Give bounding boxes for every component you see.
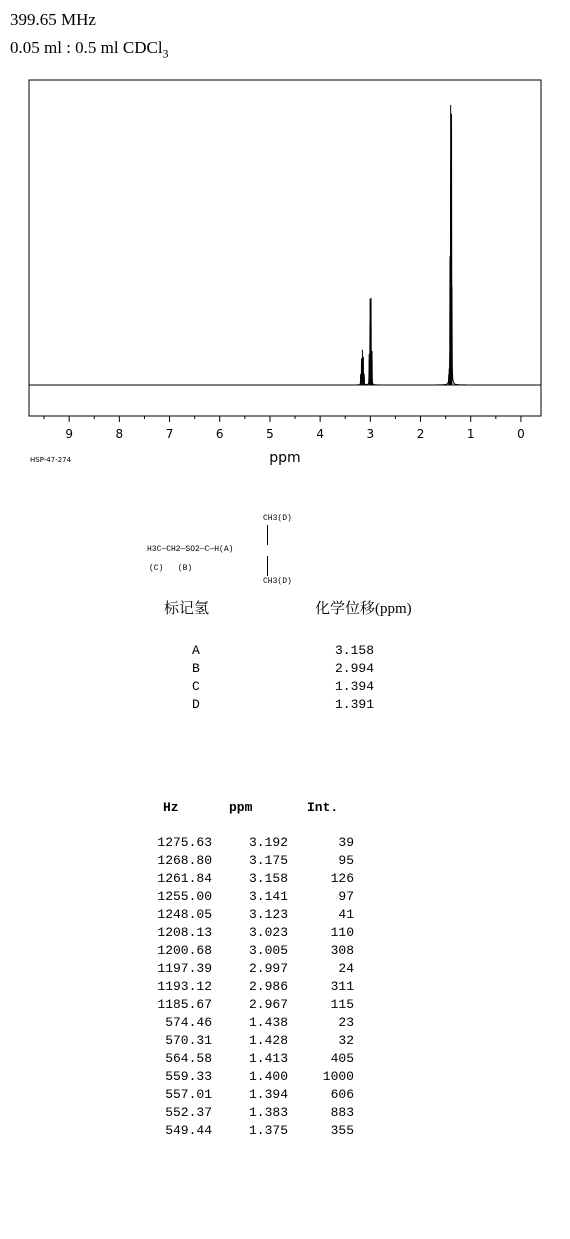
assignment-label: A — [192, 643, 200, 658]
assignment-shift: 3.158 — [334, 643, 374, 658]
peak-int: 355 — [330, 1123, 354, 1138]
peak-hz: 570.31 — [165, 1033, 212, 1048]
peak-ppm: 3.158 — [248, 871, 288, 886]
peak-hz: 552.37 — [165, 1105, 212, 1120]
x-tick-label: 9 — [65, 427, 73, 441]
peak-int: 126 — [330, 871, 354, 886]
peak-lines — [361, 105, 452, 385]
peak-int: 311 — [330, 979, 354, 994]
x-tick-label: 4 — [316, 427, 324, 441]
x-tick-label: 6 — [215, 427, 224, 441]
peak-hz: 1248.05 — [157, 907, 212, 922]
peak-ppm: 3.023 — [248, 925, 288, 940]
peak-table-row — [130, 1123, 360, 1141]
peak-table-row — [130, 907, 360, 925]
peak-table-row — [130, 1087, 360, 1105]
peak-int: 405 — [330, 1051, 354, 1066]
assignment-label: B — [192, 661, 200, 676]
peak-hz: 564.58 — [165, 1051, 212, 1066]
nmr-spectrum-chart — [0, 0, 570, 450]
peak-ppm: 3.175 — [248, 853, 288, 868]
peak-ppm: 1.383 — [248, 1105, 288, 1120]
peak-table-row — [130, 1069, 360, 1087]
peak-table-row — [130, 961, 360, 979]
assignment-label-header: 标记氢 — [164, 601, 210, 617]
assignment-shift: 1.391 — [334, 697, 374, 712]
bottom-methyl-group: CH3(D) — [263, 577, 292, 586]
peak-ppm: 3.141 — [248, 889, 288, 904]
peak-hz: 557.01 — [165, 1087, 212, 1102]
x-tick-label: 5 — [266, 427, 274, 441]
bond-vertical-top — [267, 525, 268, 545]
peak-hz: 1255.00 — [157, 889, 212, 904]
peak-ppm: 3.123 — [248, 907, 288, 922]
solvent-text: 0.05 ml : 0.5 ml CDCl — [10, 38, 163, 57]
x-tick-label: 7 — [165, 427, 174, 441]
assignment-shift: 2.994 — [334, 661, 374, 676]
peak-ppm: 1.413 — [248, 1051, 288, 1066]
top-methyl-group: CH3(D) — [263, 514, 292, 523]
peak-int: 883 — [330, 1105, 354, 1120]
peak-int: 24 — [338, 961, 354, 976]
peak-table-row — [130, 871, 360, 889]
peak-int: 23 — [338, 1015, 354, 1030]
peak-table-row — [130, 979, 360, 997]
solvent-subscript: 3 — [162, 46, 169, 61]
peak-hz: 1197.39 — [157, 961, 212, 976]
assignment-label: D — [192, 697, 200, 712]
peak-hz: 1193.12 — [157, 979, 212, 994]
peak-hz: 1275.63 — [157, 835, 212, 850]
peak-int: 95 — [338, 853, 354, 868]
peak-ppm: 1.438 — [248, 1015, 288, 1030]
spectrum-id: HSP-47-274 — [30, 456, 72, 464]
x-tick-label: 8 — [115, 427, 124, 441]
x-tick-label: 0 — [517, 427, 525, 441]
x-tick-label: 1 — [466, 427, 475, 441]
peak-hz: 1200.68 — [157, 943, 212, 958]
peak-table-row — [130, 1033, 360, 1051]
peak-int: 308 — [330, 943, 354, 958]
peak-ppm: 2.967 — [248, 997, 288, 1012]
peak-int: 1000 — [322, 1069, 354, 1084]
peak-ppm: 1.400 — [248, 1069, 288, 1084]
peak-table-row — [130, 835, 360, 853]
peak-table-row — [130, 997, 360, 1015]
peak-ppm: 2.986 — [248, 979, 288, 994]
peak-hz: 559.33 — [165, 1069, 212, 1084]
peak-hz: 574.46 — [165, 1015, 212, 1030]
peak-ppm: 3.005 — [248, 943, 288, 958]
x-axis-label: ppm — [269, 450, 301, 466]
peak-ppm: 2.997 — [248, 961, 288, 976]
peak-table-row — [130, 943, 360, 961]
peak-hz: 1208.13 — [157, 925, 212, 940]
peak-int: 41 — [338, 907, 354, 922]
bond-vertical-bottom — [267, 556, 268, 576]
group-labels: (C) (B) — [149, 564, 193, 573]
spectrometer-frequency: 399.65 MHz — [10, 10, 96, 29]
peak-int: 115 — [330, 997, 354, 1012]
plot-frame — [29, 80, 541, 416]
peak-table-row — [130, 1105, 360, 1123]
peak-table-row — [130, 889, 360, 907]
peak-table-row — [130, 1051, 360, 1069]
peak-table-row — [130, 925, 360, 943]
assignment-label: C — [192, 679, 200, 694]
x-tick-label: 3 — [366, 427, 375, 441]
peak-hz: 1268.80 — [157, 853, 212, 868]
x-tick-label: 2 — [416, 427, 425, 441]
spectrum-trace — [29, 114, 541, 385]
x-axis-ticks — [44, 416, 525, 441]
peak-hz: 1261.84 — [157, 871, 212, 886]
peak-table-header-hz: Hz — [163, 800, 179, 815]
peak-ppm: 1.375 — [248, 1123, 288, 1138]
peak-ppm: 3.192 — [248, 835, 288, 850]
assignment-shift: 1.394 — [334, 679, 374, 694]
main-chain: H3C—CH2—SO2—C—H(A) — [147, 545, 234, 554]
peak-int: 110 — [330, 925, 354, 940]
assignment-shift-header: 化学位移(ppm) — [315, 601, 412, 617]
peak-table-row — [130, 853, 360, 871]
peak-table-header-int: Int. — [307, 800, 339, 815]
peak-ppm: 1.394 — [248, 1087, 288, 1102]
peak-int: 32 — [338, 1033, 354, 1048]
peak-hz: 549.44 — [165, 1123, 212, 1138]
peak-table-header-ppm: ppm — [229, 800, 253, 815]
peak-int: 97 — [338, 889, 354, 904]
peak-int: 39 — [338, 835, 354, 850]
peak-table-row — [130, 1015, 360, 1033]
peak-hz: 1185.67 — [157, 997, 212, 1012]
peak-ppm: 1.428 — [248, 1033, 288, 1048]
peak-int: 606 — [330, 1087, 354, 1102]
